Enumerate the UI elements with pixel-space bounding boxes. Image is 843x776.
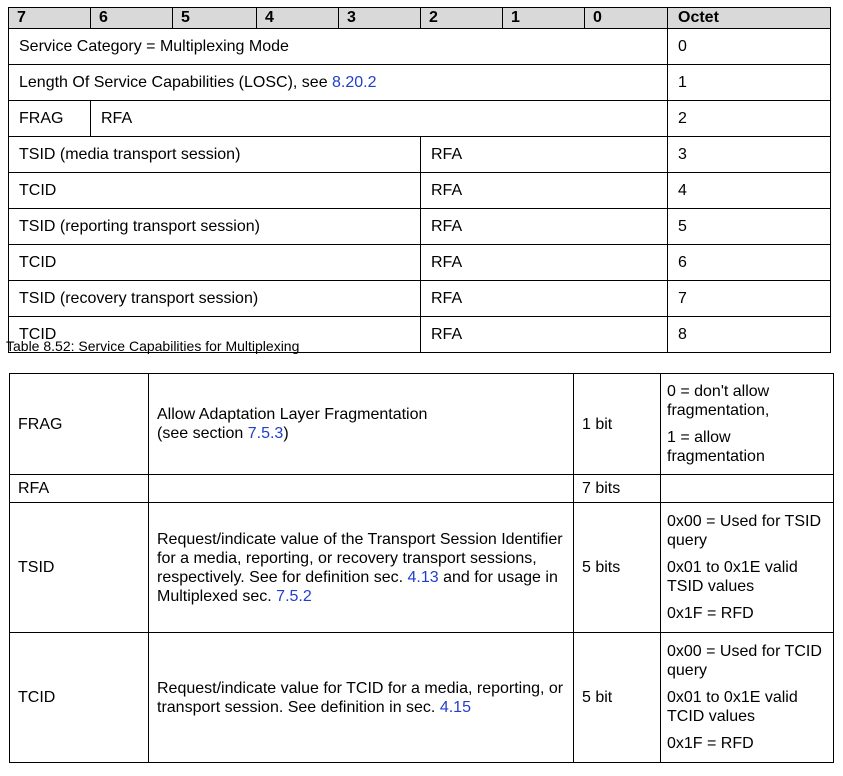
bit-header: 0	[585, 8, 668, 29]
field-cell: TCID	[9, 317, 421, 353]
field-cell: TCID	[9, 245, 421, 281]
octet-cell: 5	[668, 209, 831, 245]
field-cell: TSID (media transport session)	[9, 137, 421, 173]
section-link[interactable]: 4.13	[407, 568, 439, 586]
field-cell: Service Category = Multiplexing Mode	[9, 29, 668, 65]
bit-header: 1	[503, 8, 585, 29]
field-cell: TSID (recovery transport session)	[9, 281, 421, 317]
bit-header: 3	[339, 8, 421, 29]
table-row	[9, 101, 831, 137]
section-link[interactable]: 7.5.2	[276, 587, 312, 605]
field-cell	[9, 65, 668, 101]
field-name: TSID	[10, 503, 149, 633]
rfa-cell: RFA	[421, 317, 668, 353]
field-size: 5 bit	[574, 633, 661, 763]
table-row	[10, 633, 834, 763]
octet-cell: 7	[668, 281, 831, 317]
octet-cell: 4	[668, 173, 831, 209]
octet-layout-table	[8, 7, 831, 353]
section-link[interactable]: 8.20.2	[332, 73, 377, 91]
field-cell: TSID (reporting transport session)	[9, 209, 421, 245]
field-values: 0x00 = Used for TCID query 0x01 to 0x1E valid TCID values 0x1F = RFD	[661, 633, 834, 763]
table-row	[9, 137, 831, 173]
bit-header: 6	[91, 8, 173, 29]
table-row	[9, 29, 831, 65]
octet-cell: 3	[668, 137, 831, 173]
table-row	[9, 209, 831, 245]
field-values	[661, 475, 834, 503]
rfa-cell: RFA	[421, 137, 668, 173]
octet-cell: 8	[668, 317, 831, 353]
field-cell: TCID	[9, 173, 421, 209]
field-values: 0x00 = Used for TSID query 0x01 to 0x1E valid TSID values 0x1F = RFD	[661, 503, 834, 633]
field-description: Request/indicate value of the Transport Session Identifier for a media, reporting, or recovery transport sessions, respectively. See for definition sec. 4.13 and for usage in Multiplexed sec. 7.5.2	[149, 503, 574, 633]
section-link[interactable]: 7.5.3	[247, 425, 284, 442]
section-link[interactable]: 4.15	[439, 698, 471, 716]
field-definition-table	[9, 373, 834, 763]
octet-header: Octet	[668, 8, 831, 29]
rfa-cell: RFA	[421, 245, 668, 281]
field-description: Request/indicate value for TCID for a media, reporting, or transport session. See definition in sec. 4.15	[149, 633, 574, 763]
field-description: Allow Adaptation Layer Fragmentation (see section 7.5.3)	[149, 374, 574, 475]
bit-header-row	[9, 8, 831, 29]
field-text: Length Of Service Capabilities (LOSC), see	[19, 73, 333, 91]
octet-cell: 6	[668, 245, 831, 281]
bit-header: 7	[9, 8, 91, 29]
table-row	[9, 65, 831, 101]
table-row	[10, 374, 834, 475]
table-row	[9, 281, 831, 317]
field-description	[149, 475, 574, 503]
field-name: RFA	[10, 475, 149, 503]
table-caption: Table 8.52: Service Capabilities for Multiplexing	[6, 338, 300, 354]
table-row	[9, 173, 831, 209]
rfa-cell: RFA	[91, 101, 668, 137]
rfa-cell: RFA	[421, 209, 668, 245]
bit-header: 5	[173, 8, 257, 29]
bit-header: 4	[257, 8, 339, 29]
rfa-cell: RFA	[421, 173, 668, 209]
field-size: 1 bit	[574, 374, 661, 475]
field-size: 7 bits	[574, 475, 661, 503]
bit-header: 2	[421, 8, 503, 29]
table-row	[10, 503, 834, 633]
table-row	[9, 245, 831, 281]
field-values: 0 = don't allow fragmentation, 1 = allow fragmentation	[661, 374, 834, 475]
octet-cell: 2	[668, 101, 831, 137]
field-name: TCID	[10, 633, 149, 763]
table-row	[10, 475, 834, 503]
octet-cell: 1	[668, 65, 831, 101]
octet-cell: 0	[668, 29, 831, 65]
frag-cell: FRAG	[9, 101, 91, 137]
field-size: 5 bits	[574, 503, 661, 633]
field-name: FRAG	[10, 374, 149, 475]
rfa-cell: RFA	[421, 281, 668, 317]
